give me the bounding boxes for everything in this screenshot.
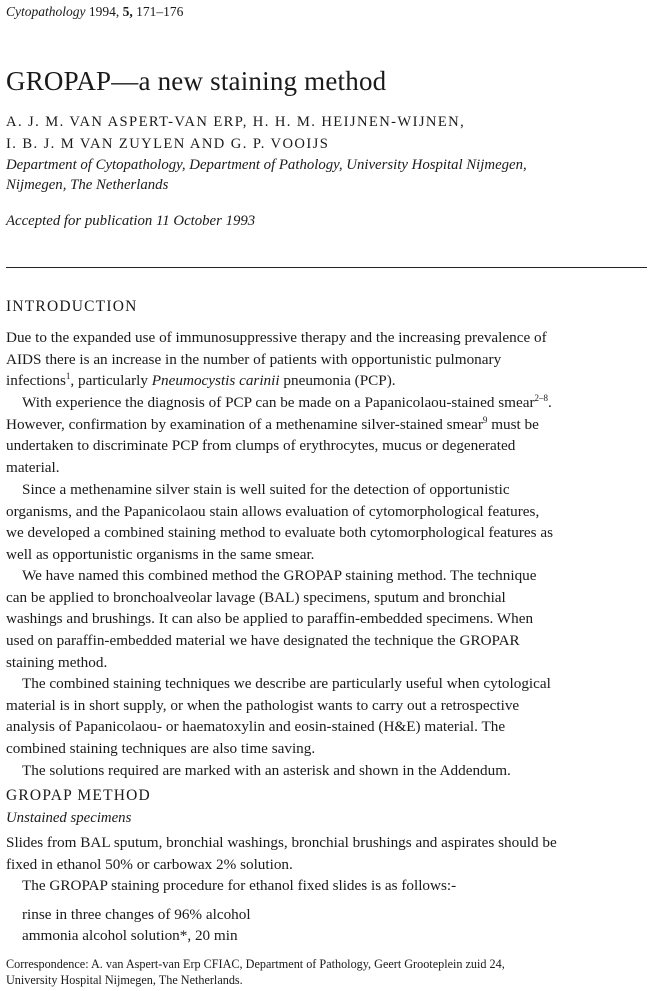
text-line: used on paraffin-embedded material we have designated the technique the GROPAR <box>6 632 520 650</box>
text-line <box>6 370 646 392</box>
text-run: . <box>548 394 552 411</box>
introduction-heading: INTRODUCTION <box>6 298 138 315</box>
journal-volume: 5, <box>122 4 133 19</box>
journal-name: Cytopathology <box>6 4 86 19</box>
intro-paragraph-3 <box>6 479 646 566</box>
text-line <box>6 414 646 436</box>
citation-ref: 1 <box>65 371 71 382</box>
intro-paragraph-2 <box>6 392 646 479</box>
journal-year: 1994, <box>88 4 120 19</box>
correspondence-line-2: University Hospital Nijmegen, The Netherlands. <box>6 973 243 987</box>
method-paragraph-1 <box>6 832 646 875</box>
correspondence-line-1: Correspondence: A. van Aspert-van Erp CFIAC, Department of Pathology, Geert Grooteplein zuid 24, <box>6 957 505 971</box>
text-line: We have named this combined method the GROPAP staining method. The technique <box>22 567 537 584</box>
text-line: staining method. <box>6 653 108 671</box>
text-line: The solutions required are marked with an asterisk and shown in the Addendum. <box>22 762 511 779</box>
text-line: material. <box>6 459 60 477</box>
affiliation-line-1: Department of Cytopathology, Department of Pathology, University Hospital Nijmegen, <box>6 157 527 173</box>
text-line: Due to the expanded use of immunosuppressive therapy and the increasing prevalence of <box>6 329 547 346</box>
citation-ref: 9 <box>482 414 488 425</box>
text-line: The combined staining techniques we describe are particularly useful when cytological <box>22 675 551 692</box>
procedure-step: rinse in three changes of 96% alcohol <box>22 906 251 923</box>
text-line: combined staining techniques are also time saving. <box>6 740 316 758</box>
text-line: undertaken to discriminate PCP from clumps of erythrocytes, mucus or degenerated <box>6 437 516 455</box>
intro-paragraph-5 <box>6 673 646 760</box>
intro-paragraph-4 <box>6 565 646 674</box>
text-line: washings and brushings. It can also be applied to paraffin-embedded specimens. When <box>6 610 534 628</box>
text-run: With experience the diagnosis of PCP can be made on a Papanicolaou-stained smear <box>22 394 535 411</box>
text-run: , particularly <box>70 372 152 390</box>
intro-paragraph-6 <box>6 760 646 782</box>
method-paragraph-2 <box>6 875 646 897</box>
text-line: AIDS there is an increase in the number of patients with opportunistic pulmonary <box>6 350 502 368</box>
text-run: pneumonia (PCP). <box>279 372 396 390</box>
journal-citation <box>6 4 183 20</box>
method-subheading: Unstained specimens <box>6 810 132 826</box>
procedure-step: ammonia alcohol solution*, 20 min <box>22 927 238 944</box>
text-line: fixed in ethanol 50% or carbowax 2% solution. <box>6 855 293 873</box>
text-run: However, confirmation by examination of a methenamine silver-stained smear <box>6 415 483 433</box>
affiliation-line-2: Nijmegen, The Netherlands <box>6 177 169 193</box>
text-line <box>6 392 646 414</box>
text-line: material is in short supply, or when the pathologist wants to carry out a retrospective <box>6 696 520 714</box>
text-line: analysis of Papanicolaou- or haematoxylin and eosin-stained (H&E) material. The <box>6 718 506 736</box>
authors-line-2: I. B. J. M VAN ZUYLEN AND G. P. VOOIJS <box>6 136 330 152</box>
text-run: infections <box>6 372 66 390</box>
text-line: The GROPAP staining procedure for ethanol fixed slides is as follows:- <box>22 877 457 894</box>
header-divider <box>6 267 647 268</box>
text-line: well as opportunistic organisms in the same smear. <box>6 546 315 564</box>
citation-ref: 2–8 <box>534 393 549 403</box>
text-line: Since a methenamine silver stain is well suited for the detection of opportunistic <box>22 481 510 498</box>
text-line: organisms, and the Papanicolaou stain allows evaluation of cytomorphological features, <box>6 502 540 520</box>
text-line: we developed a combined staining method to evaluate both cytomorphological features as <box>6 524 554 542</box>
accepted-date: Accepted for publication 11 October 1993 <box>6 213 256 229</box>
intro-paragraph-1 <box>6 327 646 392</box>
text-run: must be <box>487 415 539 433</box>
article-title: GROPAP—a new staining method <box>6 66 387 96</box>
text-line: Slides from BAL sputum, bronchial washings, bronchial brushings and aspirates should be <box>6 834 557 851</box>
journal-pages: 171–176 <box>136 4 184 19</box>
method-heading: GROPAP METHOD <box>6 787 151 804</box>
text-line: can be applied to bronchoalveolar lavage (BAL) specimens, sputum and bronchial <box>6 588 506 606</box>
species-name: Pneumocystis carinii <box>151 372 280 390</box>
authors-line-1: A. J. M. VAN ASPERT-VAN ERP, H. H. M. HEIJNEN-WIJNEN, <box>6 114 466 130</box>
